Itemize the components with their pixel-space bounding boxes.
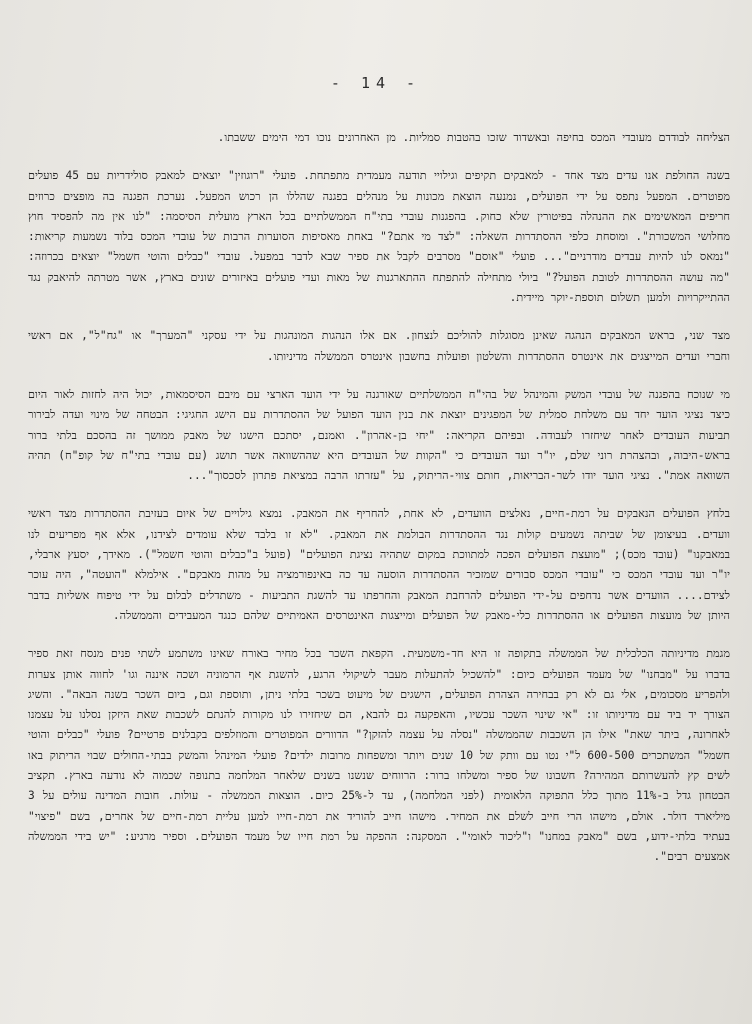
- page-number: - 14 -: [330, 74, 422, 92]
- paragraph-5: [28, 504, 730, 626]
- paragraph-text: הצליחה לבודדם מעובדי המכס בחיפה ובאשדוד שזכו בהטבות סמליות. מן האחרונים נוכו דמי הימים ששבתו.: [217, 131, 730, 144]
- paragraph-text: מי שנוכח בהפגנה של עובדי המשק והמינהל של בהי"ח הממשלתיים שאורגנה על ידי הועד הארצי עם מיבם הסיסמאות, יכול היה לחזות לאור היום כיצד נציגי הועד יחד עם משלחת סמלית של המפגינים יוצאת את בנין הועד הפועל של ההסתדרות עם הישג החגיגי: הבטחה של מינוי ועדה לבירור תביעות העובדים לאחר שיחזרו לעבודה. ובפיהם הקריאה: "יחי בן-אהרון". ואמנם, יסתכם הישגו של מאבק ממושך זה בהסכם בלתי ברור בראש-היבוה, ובהצהרת רוני שלם, יו"ר ועד העובדים כי "הקוות של העובדים היא שההשוואה אשר תושג (עם עובדי בתי"ח של קופ"ח) תהיה השוואה אמת". נציגי הועד יודו לשר-הבריאות, חותם צווי-הריתוק, על "עזרתו הרבה במציאת פתרון לסכסוך"...: [28, 387, 730, 483]
- paragraph-1: [28, 128, 730, 148]
- paragraph-6: [28, 644, 730, 867]
- body-text: [28, 128, 730, 886]
- paragraph-text: בשנה החולפת אנו עדים מצד אחד - למאבקים תקיפים וגילויי תודעה מעמדית מתפתחת. פועלי "רוגוזין" יוצאים למאבק סולידריות עם 45 פועלים מפוטרים. המפעל נתפס על ידי הפועלים, נמנעה הוצאת מכונות על מנהלים בפגנה שהללו הן רכוש המפעל. נערכת הפגנה בה מופצים כרוזים חריפים המאשימים את ההנהלה בפיטורין שלא כחוק. בהפגנות עובדי בתי"ח הממשלתיים בכל הארץ מועלית הסיסמה: "לנו אין מה להפסיד חוץ מחלושי המשכורת". ומוסחת כלפי ההסתדרות השאלה: "לצד מי אתם?" באחת מאסיפות הסוערות הרבות של עובדי המכס בלוד נשמעות קריאות: "נמאס לנו להיות עבדים מודרניים"... פועלי "אוסם" מסרבים לקבל את ספיר שבא לדבר במפעל. עובדי "כבלים והוטי חשמל" יוצאים בכרוזה: "מה עושה ההסתדרות לטובת הפועל?" ביולי מתחילה להתפתח ההתארגנות של מאות ועדי פועלים באיזורים שונים בארץ, אשר מטרתה להיאבק נגד ההתייקרויות ולמען תשלום תוספת-יוקר מיידית.: [28, 169, 730, 305]
- paragraph-text: מצד שני, בראש המאבקים הנהגה שאינן מסוגלות להוליכם לנצחון. אם אלו הנהגות המונהגות על ידי עסקני "המערך" או "גח"ל", אם ראשי וחברי ועדים המייצגים את אינטרס ההסתדרות והשלטון ופועלות בחשבון אינטרס הממשלה מדיניותו.: [28, 329, 730, 363]
- paragraph-text: מגמת מדיניותה הכלכלית של הממשלה בתקופה זו היא חד-משמעית. הקפאת השכר בכל מחיר באורח שאינו משתמע לשתי פנים מנסח זאת ספיר בדברו על "מבחנו" של מעמד הפועלים כיום: "להשכיל להתעלות מעבר לשיקולי הרגע, להשגת אף הרמוניה ושכה איננה וגו' לחווה אותן צערות ולהפריע מסכומים, אלי גם לא רק בבחירה הצהרת הפועלים, הישגים של מיעוט בשכר בלתי ניתן, ותוספת וגם, ביום השכר בשנה הבאה". והשיג הצורך יד ביד עם מדיניותו זו: "אי שינוי השכר עכשיו, והאפקעה גם להבא, הם שיחזירו לנו מקורות להנתם לשכבות שאת היזקן נסלנו על עצמנו לאחרונה, ביתר שאת" אילו הן השכבות שהממשלה "נסלה על עצמה להזקן?" הדוורים המפוטרים והמוזלפים בקבלנים פרטיים? פועלי "כבלים והוטי חשמל" המשתכרים 600-500 ל"י נטו עם וותק של 10 שנים ויותר ומשפחות מרובות ילדים? פועלי המינהל והמשק בבתי-החולים שבוי הריתוק באו לשים קץ להעשרותם המהירה? חשבונו של ספיר ומשלחו ברור: הרווחים שנשנו בשנים שלאחר המלחמה בתנופה שכמוה לא נודעה בארץ. תקציב הבטחון גדל ב-11% מתוך כלל התפוקה הלאומית (לפני המלחמה), עד ל-25% כיום. הוצאות הממשלה - עולות. חובות המדינה עולים על 3 מיליארד דולר. אולם, מישהו הרי חייב לשלם את המחיר. מישהו חייב להוריד את רמת-חייו למען עליית רמת-חיים של אחרים, בשם "פיצוי" בעתיד בלתי-ידוע, בשם "מאבק במחנו" ו"ליכוד לאומי". המסקנה: ההפקה על רמת חייו של מעמד הפועלים. וספיר מרגיע: "יש בידי הממשלה אמצעים רבים".: [28, 647, 731, 864]
- paragraph-2: [28, 166, 730, 308]
- paragraph-4: [28, 385, 730, 486]
- paragraph-text: בלחץ הפועלים הנאבקים על רמת-חיים, נאלצים הוועדים, לא אחת, להחריף את המאבק. נמצא גילויים של איום בעזיבת ההסתדרות מצד ראשי וועדים. בעיצומן של שביתה נשמעים קולות נגד ההסתדרות הבולמת את המאבק. "לא זו בלבד שלא עומדים לצידנו, אלא אף מפריעים לנו במאבקנו" (עובד מכס); "מועצת הפועלים הפכה למתווכת במקום שתהיה נציגת הפועלים" (פועל ב"כבלים והוטי חשמל"). מאידך, יסעץ ארבלי, יו"ר ועד עובדי המכס כי "עובדי המכס סבורים שמזכיר ההסתדרות הוסעה עד כה באינפורמציה על מהות מאבקם". אילמלא "הועטה", היה עוכר לצידם.... הוועדים אשר נדחפים על-ידי הפועלים להרחבת המאבק והחרפתו עד להשגת התביעות - משתדלים לבלום על ידי טיפוח אשליות בדבר היותן של מועצות הפועלים או ההסתדרות כלי-מאבק של הפועלים ומייצגות האינטרסים האמיתיים שלהם כנגד המעבידים והממשלה.: [28, 507, 730, 622]
- paragraph-3: [28, 326, 730, 367]
